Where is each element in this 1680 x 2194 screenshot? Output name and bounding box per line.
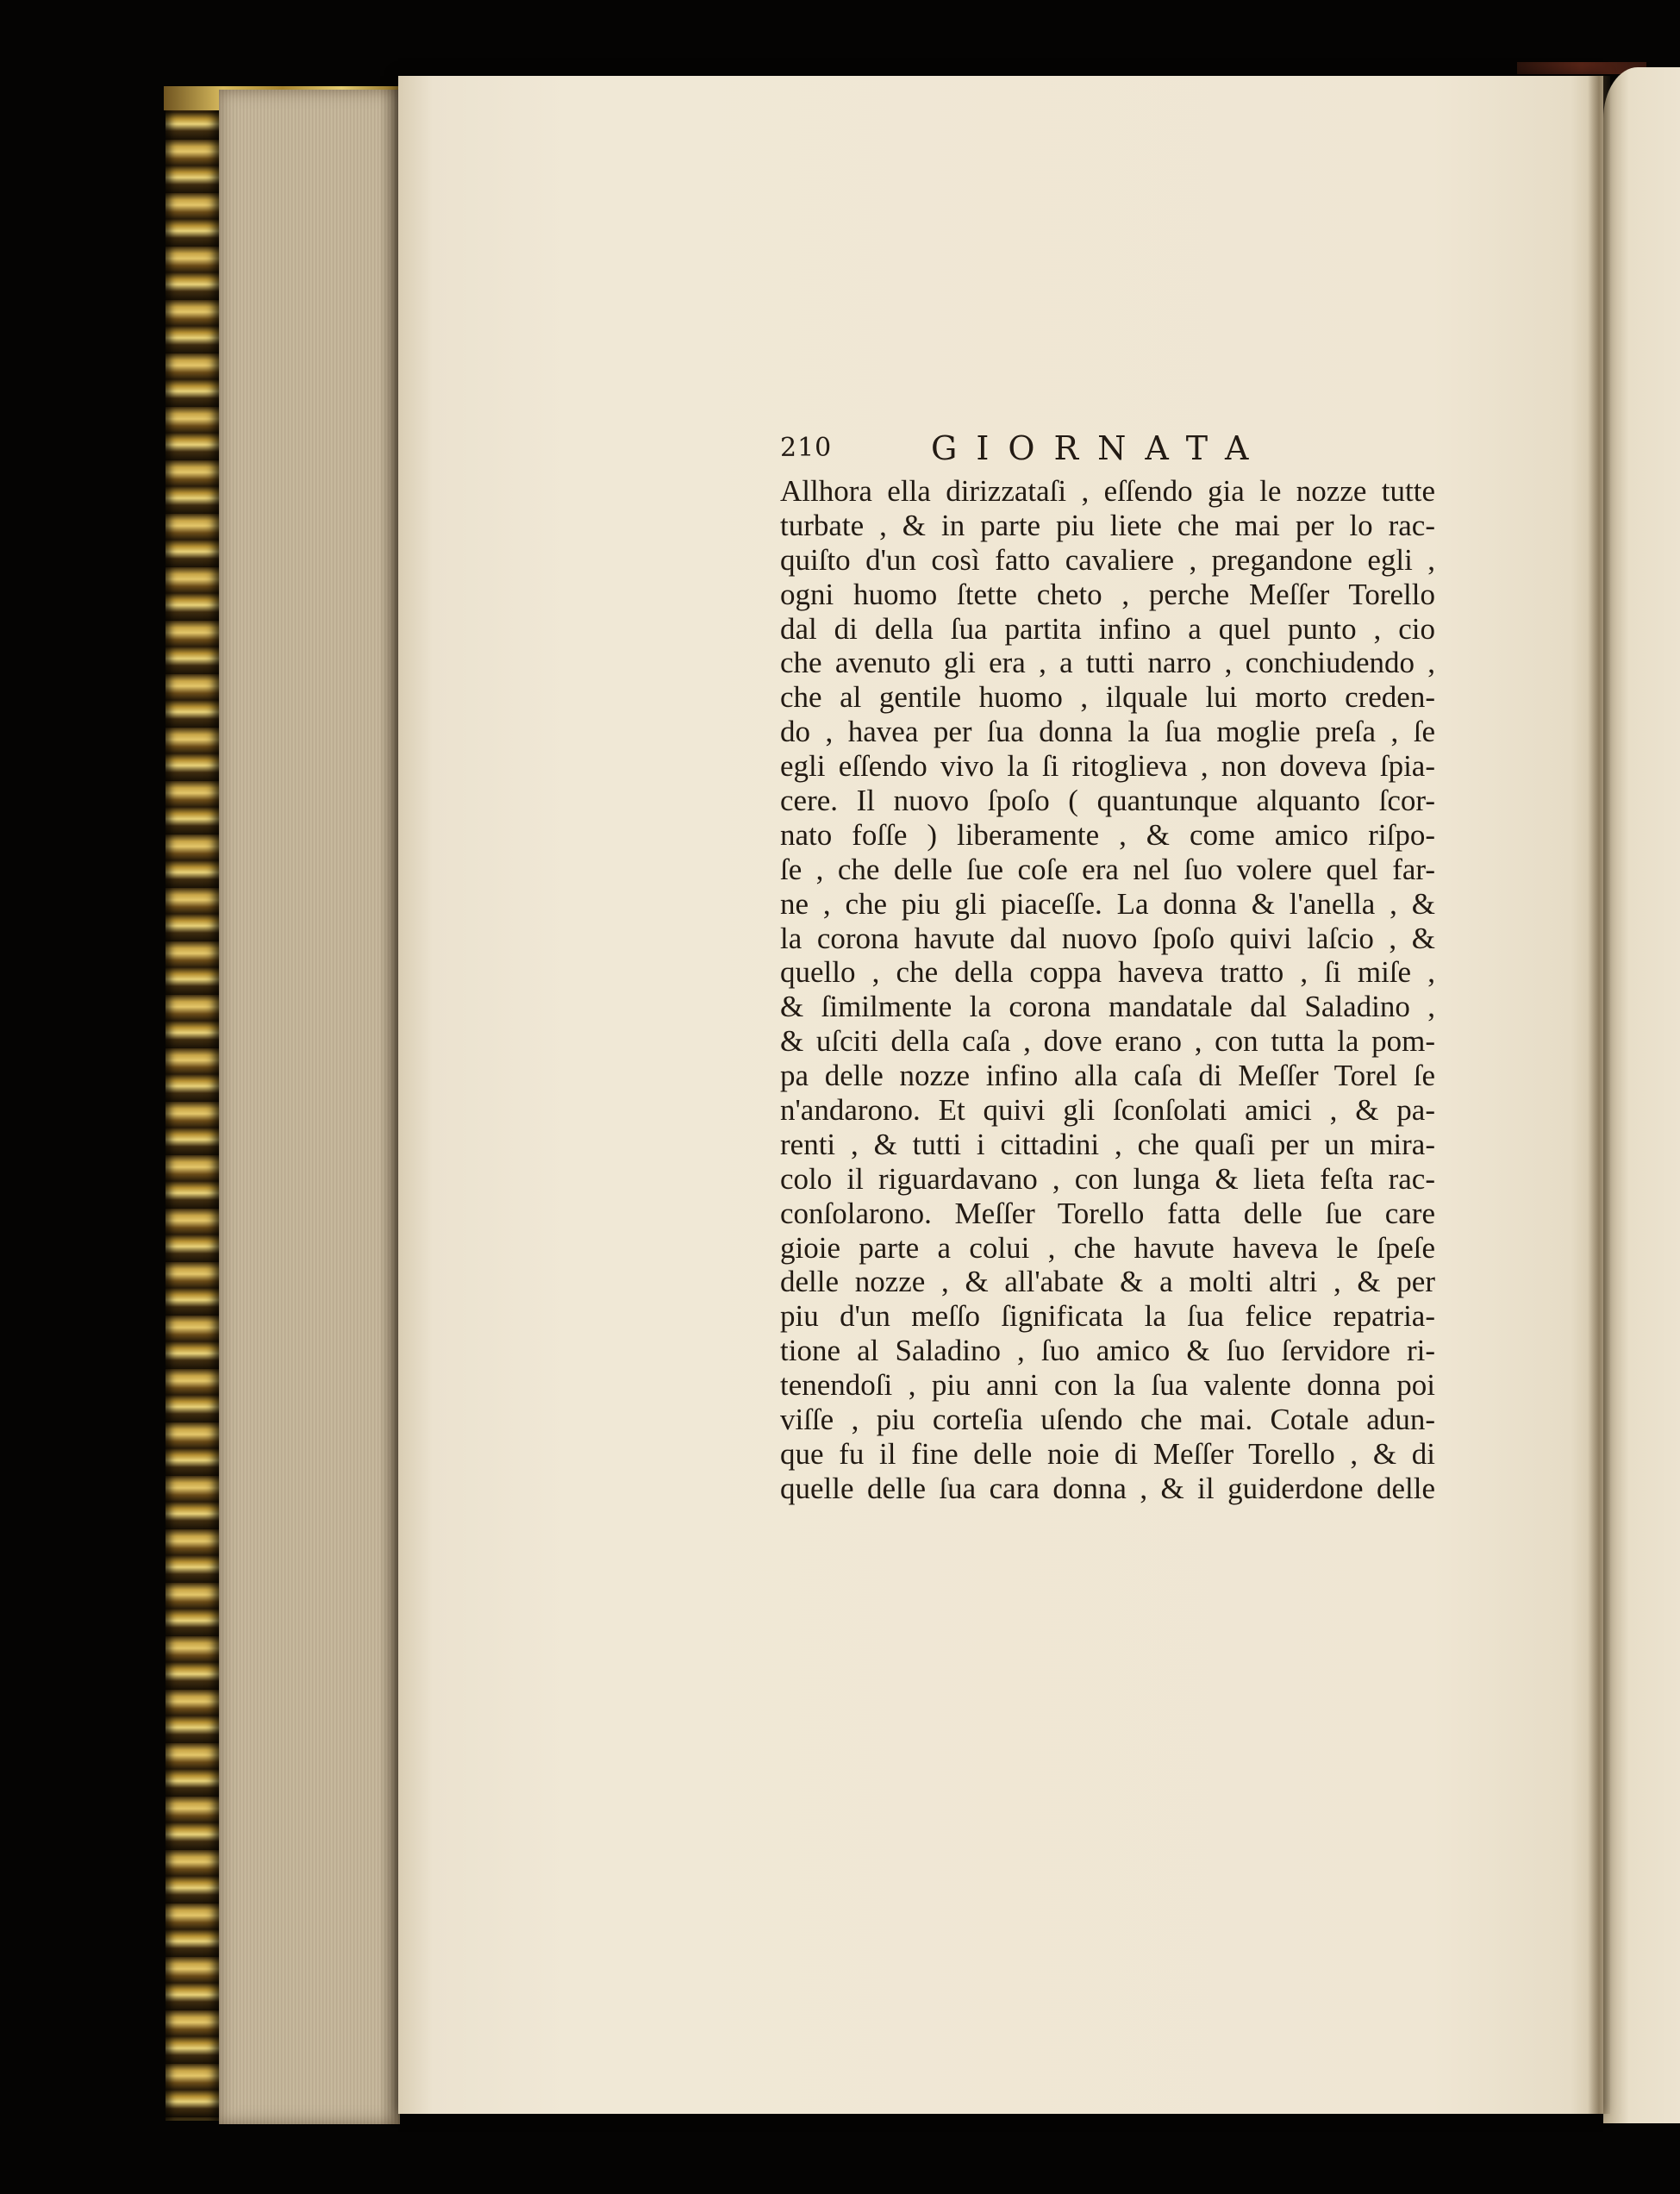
text-line: pa delle nozze infino alla caſa di Meſſer Torel ſe bbox=[780, 1059, 1435, 1093]
text-line: viſſe , piu corteſia uſendo che mai. Cotale adun- bbox=[780, 1403, 1435, 1437]
text-line: Allhora ella dirizzataſi , eſſendo gia le nozze tutte bbox=[780, 474, 1435, 508]
text-line: dal di della ſua partita infino a quel punto , cio bbox=[780, 611, 1435, 646]
body-text bbox=[780, 474, 1435, 1506]
page-gutter bbox=[1588, 76, 1610, 2114]
text-line: quello , che della coppa haveva tratto , ſi miſe , bbox=[780, 955, 1435, 990]
text-line: n'andarono. Et quivi gli ſconſolati amici , & pa- bbox=[780, 1093, 1435, 1128]
text-line: egli eſſendo vivo la ſi ritoglieva , non doveva ſpia- bbox=[780, 749, 1435, 784]
text-line: que fu il fine delle noie di Meſſer Torello , & di bbox=[780, 1436, 1435, 1471]
text-line: tenendoſi , piu anni con la ſua valente donna poi bbox=[780, 1368, 1435, 1403]
text-line: delle nozze , & all'abate & a molti altri , & per bbox=[780, 1265, 1435, 1299]
text-line: renti , & tutti i cittadini , che quaſi per un mira- bbox=[780, 1127, 1435, 1161]
text-line: ogni huomo ſtette cheto , perche Meſſer Torello bbox=[780, 577, 1435, 611]
text-line: quiſto d'un così fatto cavaliere , pregandone egli , bbox=[780, 542, 1435, 577]
text-line: la corona havute dal nuovo ſpoſo quivi laſcio , & bbox=[780, 921, 1435, 955]
text-line: colo il riguardavano , con lunga & lieta feſta rac- bbox=[780, 1161, 1435, 1196]
text-line: che avenuto gli era , a tutti narro , conchiudendo , bbox=[780, 646, 1435, 680]
text-line: do , havea per ſua donna la ſua moglie preſa , ſe bbox=[780, 715, 1435, 749]
text-line: & uſciti della caſa , dove erano , con tutta la pom- bbox=[780, 1024, 1435, 1059]
page-edge-shadow bbox=[379, 90, 400, 2124]
running-title: GIORNATA bbox=[931, 429, 1268, 467]
text-line: cere. Il nuovo ſpoſo ( quantunque alquanto ſcor- bbox=[780, 784, 1435, 818]
running-head bbox=[780, 429, 1435, 472]
text-line: turbate , & in parte piu liete che mai per lo rac- bbox=[780, 508, 1435, 542]
text-line: quelle delle ſua cara donna , & il guiderdone delle bbox=[780, 1471, 1435, 1505]
text-line: piu d'un meſſo ſignificata la ſua felice repatria- bbox=[780, 1299, 1435, 1334]
text-line: tione al Saladino , ſuo amico & ſuo ſervidore ri- bbox=[780, 1334, 1435, 1368]
gilt-spine bbox=[166, 86, 219, 2121]
text-line: & ſimilmente la corona mandatale dal Saladino , bbox=[780, 990, 1435, 1024]
text-line: ſe , che delle ſue coſe era nel ſuo volere quel far- bbox=[780, 852, 1435, 886]
text-line: gioie parte a colui , che havute haveva le ſpeſe bbox=[780, 1230, 1435, 1265]
facing-page-edge bbox=[1603, 67, 1680, 2123]
text-line: conſolarono. Meſſer Torello fatta delle ſue care bbox=[780, 1196, 1435, 1230]
text-line: nato foſſe ) liberamente , & come amico riſpo- bbox=[780, 817, 1435, 852]
text-line: che al gentile huomo , ilquale lui morto creden- bbox=[780, 680, 1435, 715]
page-edges bbox=[219, 90, 400, 2124]
page-number: 210 bbox=[780, 433, 833, 463]
text-line: ne , che piu gli piaceſſe. La donna & l'anella , & bbox=[780, 886, 1435, 921]
